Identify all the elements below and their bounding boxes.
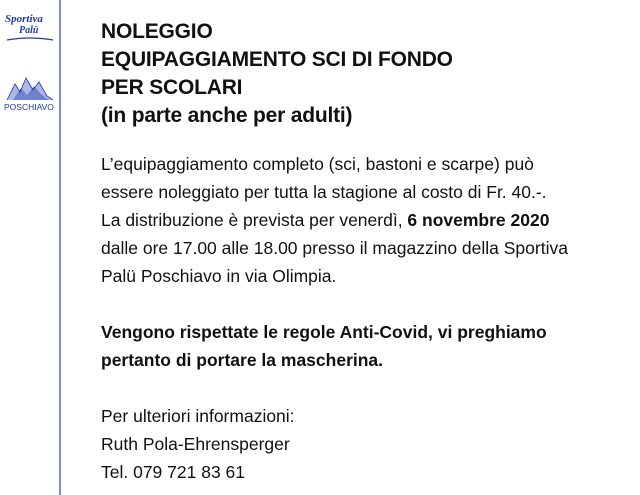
document-title bbox=[101, 18, 631, 130]
description-line-2: essere noleggiato per tutta la stagione al costo di Fr. 40.-. bbox=[101, 182, 547, 202]
logo-brand-line2: Palü bbox=[19, 25, 39, 36]
distribution-date: 6 novembre 2020 bbox=[407, 210, 550, 230]
description-line-1: L’equipaggiamento completo (sci, bastoni e scarpe) può bbox=[101, 154, 534, 174]
title-line-2: EQUIPAGGIAMENTO SCI DI FONDO bbox=[101, 48, 453, 71]
contact-phone: Tel. 079 721 83 61 bbox=[101, 462, 246, 482]
description-line-3 bbox=[101, 206, 631, 234]
logo-swoosh bbox=[7, 38, 53, 40]
logo-place: POSCHIAVO bbox=[4, 102, 54, 112]
contact-name: Ruth Pola-Ehrensperger bbox=[101, 434, 290, 454]
covid-notice bbox=[101, 318, 631, 374]
covid-line-1: Vengono rispettate le regole Anti-Covid, vi preghiamo bbox=[101, 322, 547, 342]
sidebar-divider bbox=[59, 0, 61, 495]
title-line-4: (in parte anche per adulti) bbox=[101, 104, 353, 127]
mountains-icon bbox=[7, 78, 53, 100]
title-line-1: NOLEGGIO bbox=[101, 20, 213, 43]
title-line-3: PER SCOLARI bbox=[101, 76, 243, 99]
description-line-5: Palü Poschiavo in via Olimpia. bbox=[101, 266, 337, 286]
document-content bbox=[101, 18, 631, 486]
distribution-text: La distribuzione è prevista per venerdì, bbox=[101, 210, 408, 230]
description-line-4: dalle ore 17.00 alle 18.00 presso il magazzino della Sportiva bbox=[101, 238, 568, 258]
contact-info bbox=[101, 402, 631, 486]
contact-heading: Per ulteriori informazioni: bbox=[101, 406, 295, 426]
logo-brand-line1: Sportiva bbox=[5, 13, 43, 25]
covid-line-2: pertanto di portare la mascherina. bbox=[101, 350, 384, 370]
rental-description bbox=[101, 150, 631, 290]
sportiva-palu-logo bbox=[3, 6, 57, 116]
